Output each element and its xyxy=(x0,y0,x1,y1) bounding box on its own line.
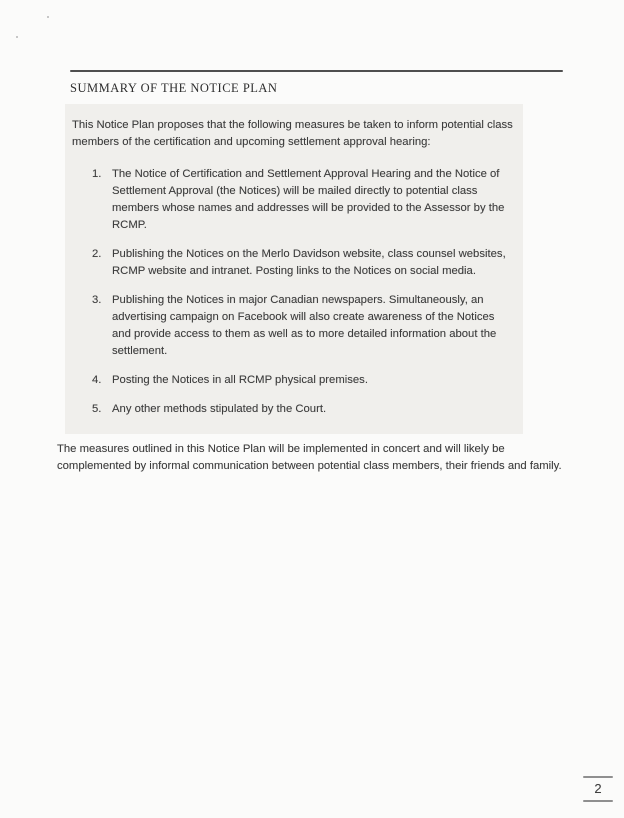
list-item-text: The Notice of Certification and Settlement Approval Hearing and the Notice of Settlement Approval (the Notices) will be mailed directly to potential class members whose names and addresses will be provided to the Assessor by the RCMP. xyxy=(112,168,505,231)
list-item-number: 1. xyxy=(92,168,102,180)
intro-paragraph: This Notice Plan proposes that the following measures be taken to inform potential class members of the certification and upcoming settlement approval hearing: xyxy=(72,119,513,148)
list-item-text: Posting the Notices in all RCMP physical premises. xyxy=(112,374,368,386)
scan-speck xyxy=(47,16,49,18)
list-item xyxy=(65,166,523,234)
list-item xyxy=(65,401,523,418)
header-rule xyxy=(70,70,563,72)
list-item-number: 2. xyxy=(92,248,102,260)
list-item-number: 5. xyxy=(92,403,102,415)
list-item xyxy=(65,246,523,280)
list-item xyxy=(65,292,523,360)
list-item-text: Publishing the Notices on the Merlo Davidson website, class counsel websites, RCMP website and intranet. Posting links to the Notices on social media. xyxy=(112,248,506,277)
scan-speck xyxy=(16,36,18,38)
list-item-number: 4. xyxy=(92,374,102,386)
page-number: 2 xyxy=(594,781,602,796)
list-item-text: Any other methods stipulated by the Court. xyxy=(112,403,327,415)
list-item-number: 3. xyxy=(92,294,102,306)
footer-rule-bottom xyxy=(583,800,613,802)
notice-measures-list xyxy=(65,166,523,418)
list-item-text: Publishing the Notices in major Canadian newspapers. Simultaneously, an advertising campaign on Facebook will also create awareness of the Notices and provide access to them as well as to more detailed information about the settlement. xyxy=(112,294,497,357)
section-heading: SUMMARY OF THE NOTICE PLAN xyxy=(70,81,278,95)
page-footer xyxy=(583,776,613,802)
closing-paragraph: The measures outlined in this Notice Plan will be implemented in concert and will likely be complemented by informal communication between potential class members, their friends and family. xyxy=(57,443,562,472)
highlighted-block xyxy=(65,104,523,434)
list-item xyxy=(65,372,523,389)
